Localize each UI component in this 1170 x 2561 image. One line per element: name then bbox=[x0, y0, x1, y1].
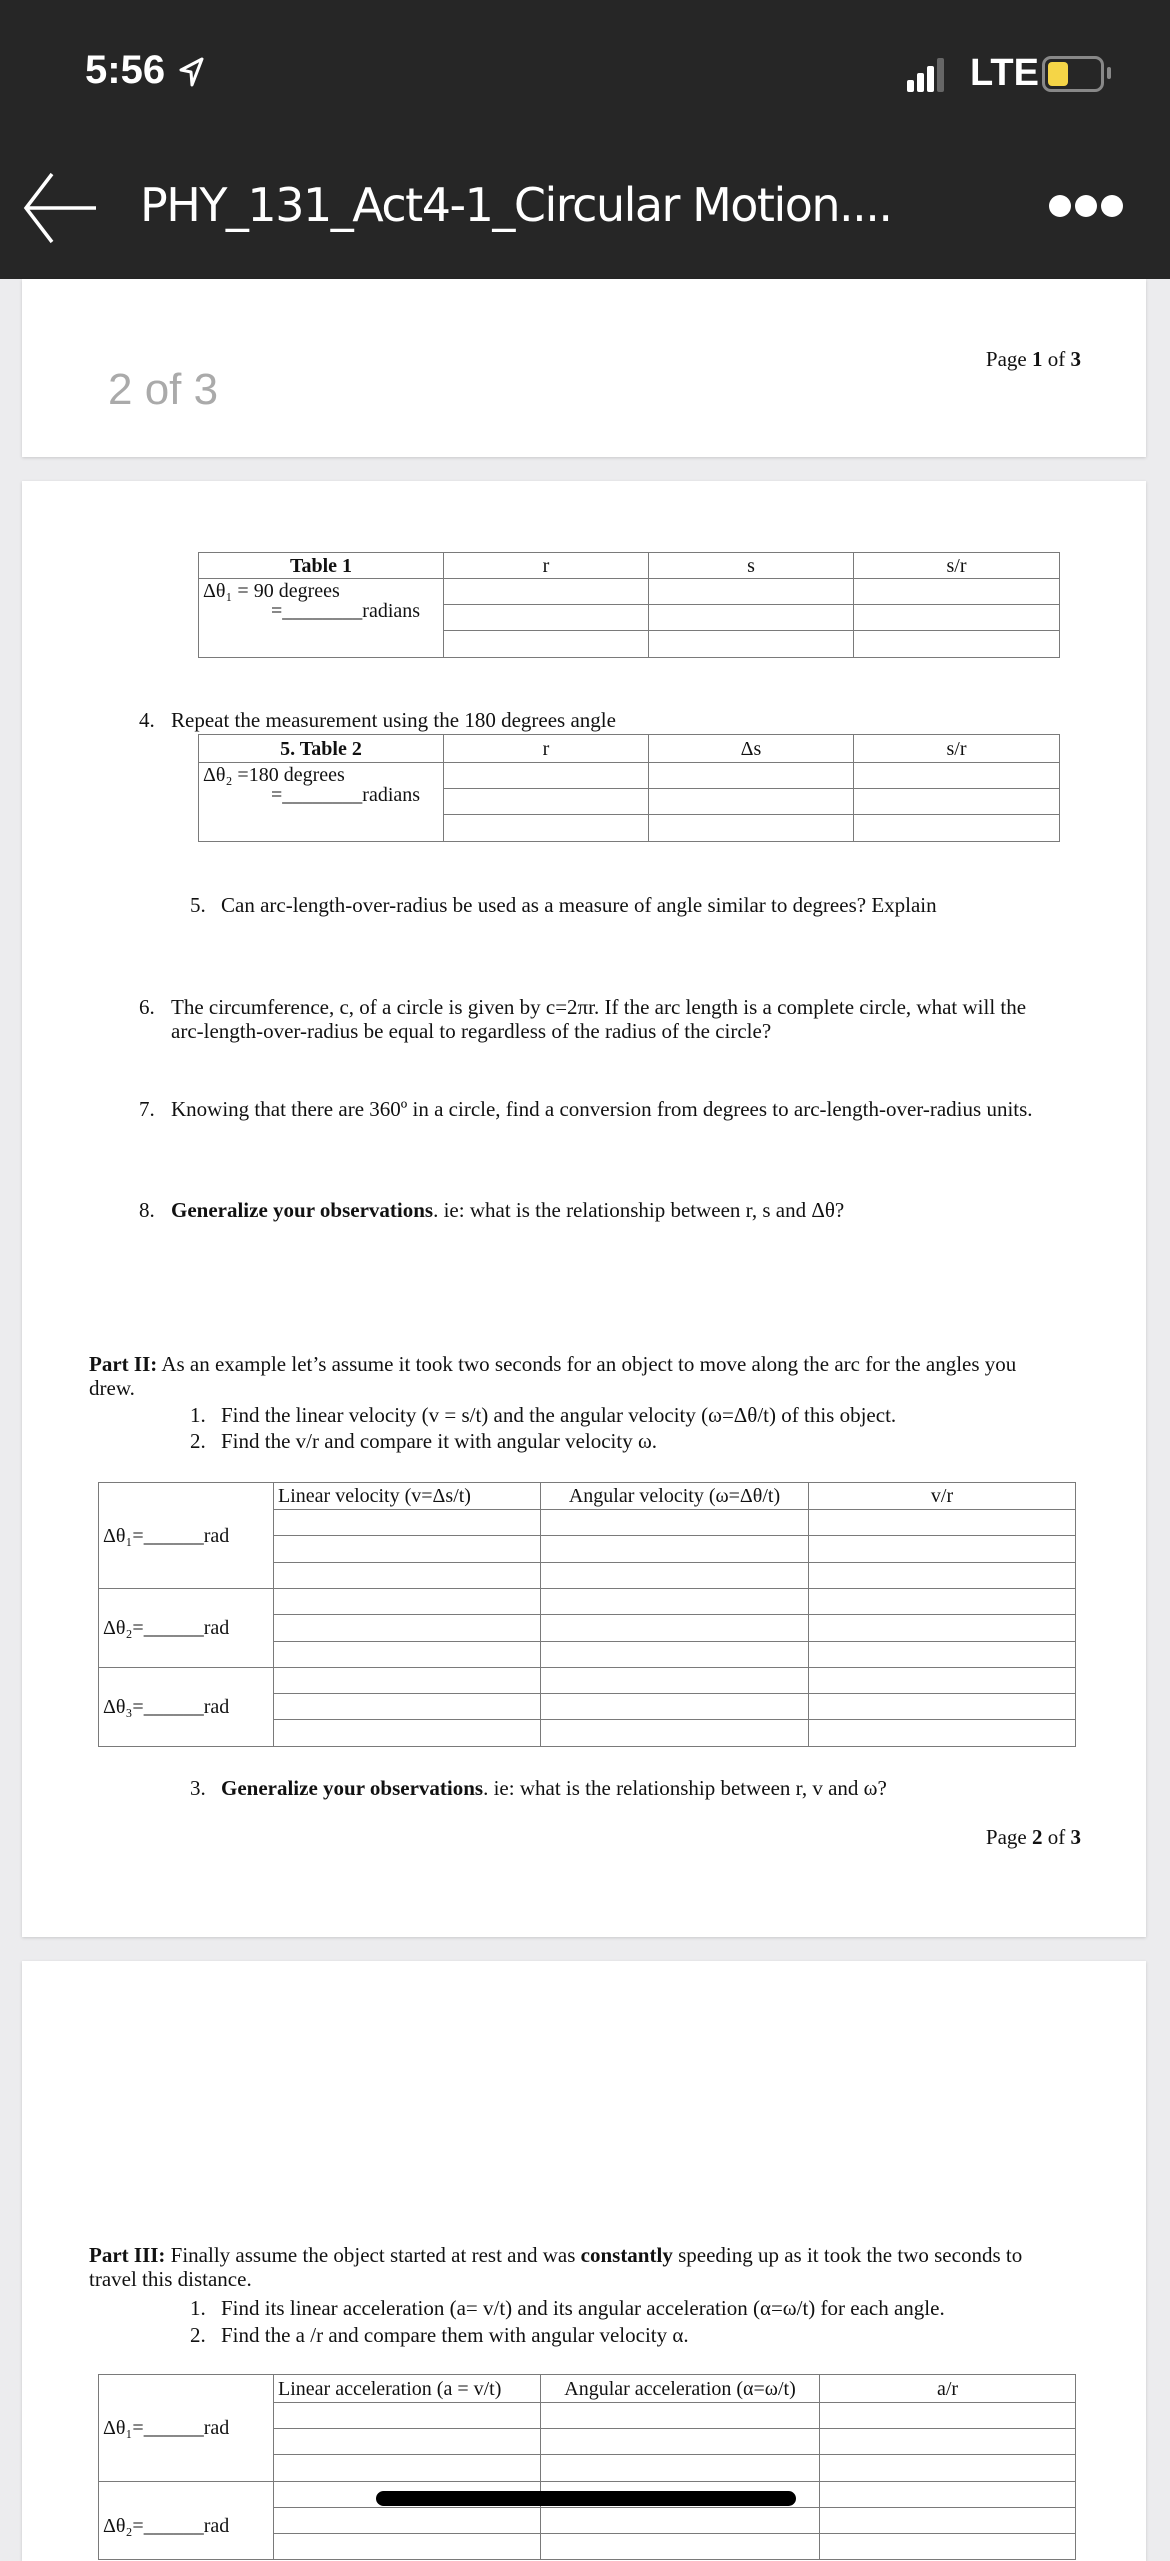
more-options-icon[interactable] bbox=[1048, 193, 1124, 219]
top-bar bbox=[0, 0, 1170, 279]
page-indicator: 2 of 3 bbox=[108, 365, 219, 414]
document-title: PHY_131_Act4-1_Circular Motion.... bbox=[140, 178, 892, 232]
col-header: a/r bbox=[820, 2375, 1076, 2403]
row-label: Δθ₃=______rad bbox=[99, 1668, 274, 1747]
row-label: Δθ₂=______rad bbox=[99, 1589, 274, 1668]
col-header: Linear acceleration (a = v/t) bbox=[274, 2375, 541, 2403]
col-header: s/r bbox=[854, 735, 1060, 763]
question-7: 7. Knowing that there are 360º in a circle, find a conversion from degrees to arc-length-over-radius units. bbox=[139, 1097, 1033, 1121]
col-header: r bbox=[444, 735, 649, 763]
part-2-question-3: 3. Generalize your observations. ie: what is the relationship between r, v and ω? bbox=[190, 1776, 887, 1800]
col-header: v/r bbox=[809, 1483, 1076, 1510]
part-3-intro: Part III: Finally assume the object started at rest and was constantly speeding up as it took the two seconds to travel this distance. bbox=[89, 2243, 1023, 2291]
battery-icon bbox=[1042, 56, 1104, 92]
col-header: Angular acceleration (α=ω/t) bbox=[541, 2375, 820, 2403]
col-header: Linear velocity (v=Δs/t) bbox=[274, 1483, 541, 1510]
location-arrow-icon bbox=[178, 56, 206, 88]
home-indicator[interactable] bbox=[376, 2491, 796, 2506]
acceleration-table bbox=[98, 2374, 1076, 2560]
question-6: 6. The circumference, c, of a circle is given by c=2πr. If the arc length is a complete circle, what will the arc-length-over-radius be equal to regardless of the radius of the circle? bbox=[139, 995, 1027, 1043]
row-label: Δθ₁=______rad bbox=[99, 2375, 274, 2482]
row-label: Δθ₁=______rad bbox=[99, 1483, 274, 1589]
network-label: LTE bbox=[970, 52, 1039, 94]
col-header: Δs bbox=[649, 735, 854, 763]
page-2-footer: Page 2 of 3 bbox=[985, 1825, 1081, 1849]
angle-cell: Δθ₂ =180 degrees =________radians bbox=[199, 763, 444, 842]
table-1 bbox=[198, 552, 1060, 658]
back-arrow-icon[interactable] bbox=[22, 172, 98, 244]
question-8: 8. Generalize your observations. ie: what is the relationship between r, s and Δθ? bbox=[139, 1198, 845, 1222]
table-2 bbox=[198, 734, 1060, 842]
col-header: r bbox=[444, 553, 649, 579]
part-3-item-2: 2. Find the a /r and compare them with angular velocity α. bbox=[190, 2323, 689, 2347]
signal-icon bbox=[905, 56, 953, 92]
angle-cell: Δθ₁ = 90 degrees =________radians bbox=[199, 579, 444, 658]
page-1-footer: Page 1 of 3 bbox=[985, 347, 1081, 371]
question-4: 4. Repeat the measurement using the 180 degrees angle bbox=[139, 708, 616, 732]
status-time: 5:56 bbox=[85, 48, 166, 92]
table-2-title: 5. Table 2 bbox=[199, 735, 444, 763]
row-label: Δθ₂=______rad bbox=[99, 2482, 274, 2560]
table-1-title: Table 1 bbox=[199, 553, 444, 579]
part-2-intro: Part II: As an example let’s assume it took two seconds for an object to move along the arc for the angles you drew. bbox=[89, 1352, 1017, 1400]
col-header: Angular velocity (ω=Δθ/t) bbox=[541, 1483, 809, 1510]
part-2-item-1: 1. Find the linear velocity (v = s/t) and the angular velocity (ω=Δθ/t) of this object. bbox=[190, 1403, 897, 1427]
part-2-item-2: 2. Find the v/r and compare it with angular velocity ω. bbox=[190, 1429, 658, 1453]
col-header: s/r bbox=[854, 553, 1060, 579]
velocity-table bbox=[98, 1482, 1076, 1747]
part-3-item-1: 1. Find its linear acceleration (a= v/t) and its angular acceleration (α=ω/t) for each angle. bbox=[190, 2296, 945, 2320]
question-5: 5. Can arc-length-over-radius be used as a measure of angle similar to degrees? Explain bbox=[190, 893, 937, 917]
col-header: s bbox=[649, 553, 854, 579]
